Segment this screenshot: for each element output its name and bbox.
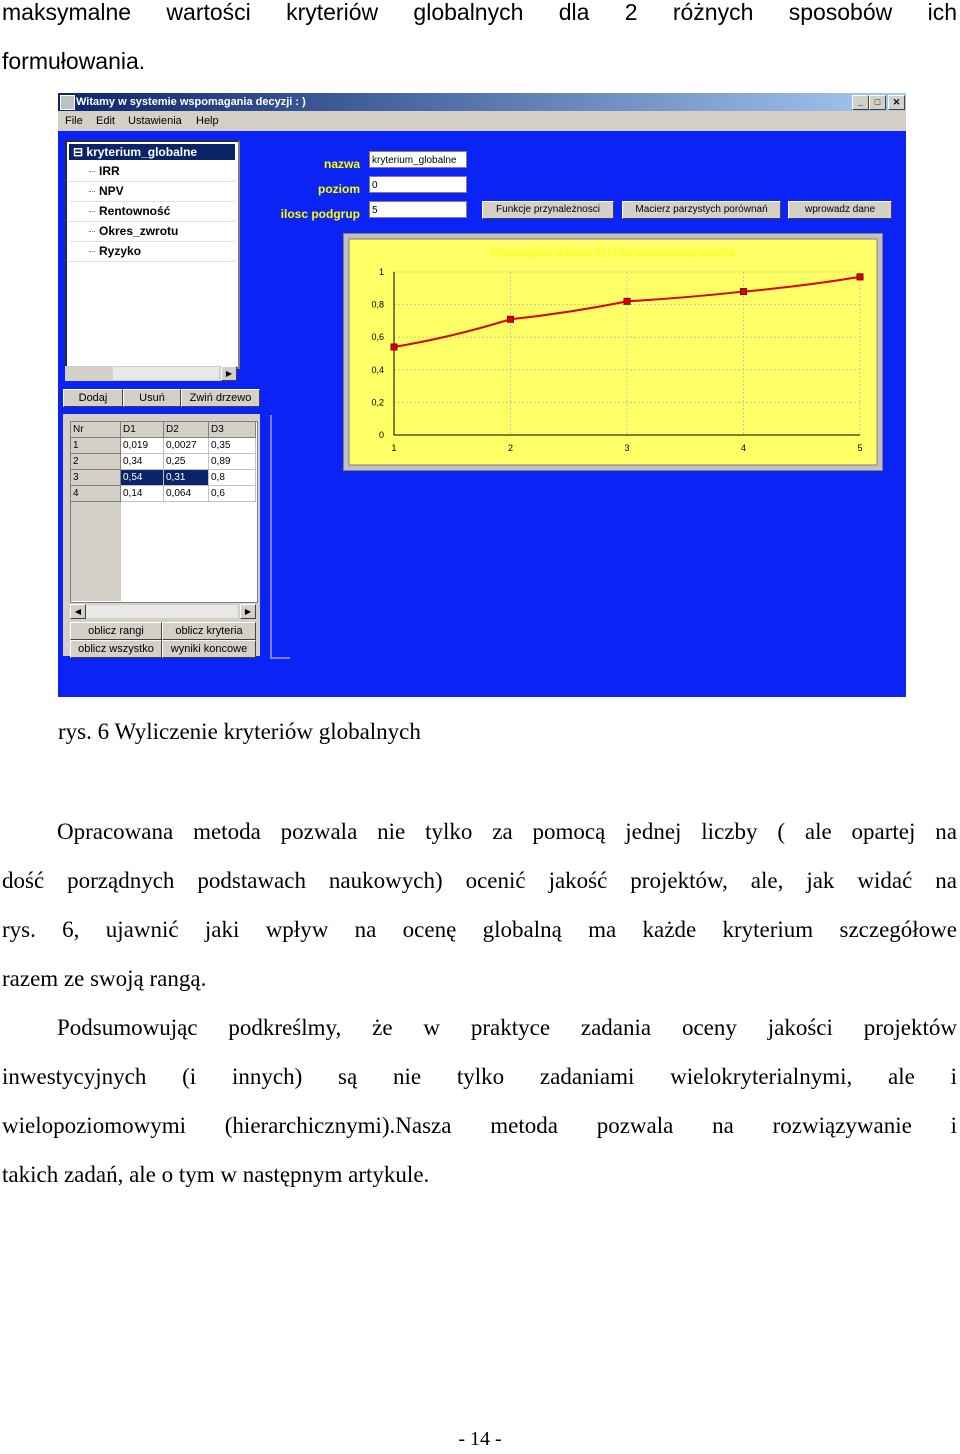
scroll-thumb[interactable] (86, 605, 238, 618)
data-point (741, 289, 747, 295)
data-grid-panel (63, 414, 260, 656)
oblicz-wszystko-button[interactable]: oblicz wszystko (70, 640, 162, 658)
intro-word: wartości (166, 0, 251, 25)
tree-item-irr[interactable]: IRR (99, 164, 120, 178)
para1-line: dość porządnych podstawach naukowych) ocenić jakość projektów, ale, jak widać na (2, 868, 957, 893)
poziom-field[interactable]: 0 (369, 176, 467, 193)
para1-line: razem ze swoją rangą. (2, 966, 207, 991)
usun-button[interactable]: Usuń (123, 389, 181, 407)
menu-file[interactable]: File (65, 115, 83, 127)
intro-word: 2 (624, 0, 638, 25)
data-point (391, 344, 397, 350)
grid-header-d1: D1 (121, 422, 164, 438)
tree-root-label: kryterium_globalne (86, 145, 198, 159)
grid-cell-selected[interactable]: 0,31 (164, 470, 209, 486)
grid-header-nr: Nr (71, 422, 121, 438)
poziom-label: poziom (318, 182, 360, 196)
grid-cell[interactable]: 0,064 (164, 486, 209, 502)
nazwa-label: nazwa (323, 157, 360, 171)
scroll-right-icon[interactable]: ▶ (240, 604, 256, 619)
data-point (508, 316, 514, 322)
intro-word: dla (558, 0, 590, 25)
chart-plot-background (349, 239, 877, 465)
oblicz-rangi-button[interactable]: oblicz rangi (70, 622, 162, 640)
grid-cell: 3 (71, 470, 121, 486)
close-button[interactable]: ✕ (888, 95, 905, 110)
grid-cell: 1 (71, 438, 121, 454)
grid-cell: 2 (71, 454, 121, 470)
x-tick-label: 1 (391, 443, 397, 453)
scroll-left-icon[interactable]: ◀ (70, 604, 86, 619)
oblicz-kryteria-button[interactable]: oblicz kryteria (162, 622, 256, 640)
window-title: Witamy w systemie wspomagania decyzji : ) (76, 96, 306, 108)
tree-root-expand-icon[interactable]: ⊟ (73, 145, 84, 159)
grid-cell[interactable]: 0,019 (121, 438, 164, 454)
para2-line: Podsumowując podkreślmy, że w praktyce zadania oceny jakości projektów (57, 1015, 957, 1040)
y-tick-label: 0,6 (371, 332, 384, 343)
page-number: - 14 - (458, 1428, 502, 1450)
menu-help[interactable]: Help (196, 115, 219, 127)
intro-word: różnych (672, 0, 754, 25)
chart-title: Poszczególne wartości f(x)*l dla wyróżnionego projektu (490, 248, 736, 259)
x-tick-label: 5 (857, 443, 863, 453)
grid-cell[interactable]: 0,0027 (164, 438, 209, 454)
grid-header-d3: D3 (209, 422, 256, 438)
scroll-thumb[interactable] (113, 367, 219, 380)
tree-root-item[interactable] (69, 144, 235, 160)
y-tick-label: 0 (378, 430, 384, 440)
data-point (624, 298, 630, 304)
y-tick-label: 0,8 (371, 299, 384, 310)
chart-panel (343, 233, 883, 471)
menu-edit[interactable]: Edit (96, 115, 115, 127)
tree-item-npv[interactable]: NPV (99, 184, 124, 198)
y-tick-label: 0,2 (371, 397, 384, 408)
tree-item-ryzyko[interactable]: Ryzyko (99, 244, 142, 258)
minimize-button[interactable]: _ (852, 95, 869, 110)
side-panel (270, 415, 290, 659)
grid-cell[interactable]: 0,8 (209, 470, 256, 486)
menu-ustawienia[interactable]: Ustawienia (128, 115, 182, 127)
grid-header-d2: D2 (164, 422, 209, 438)
grid-cell-selected[interactable]: 0,54 (121, 470, 164, 486)
data-grid[interactable] (70, 421, 258, 603)
wyniki-koncowe-button[interactable]: wyniki koncowe (162, 640, 256, 658)
scroll-right-icon[interactable]: ▶ (221, 366, 237, 381)
para2-line: wielopoziomowymi (hierarchicznymi).Nasza metoda pozwala na rozwiązywanie i (2, 1113, 957, 1138)
tree-item-okres-zwrotu[interactable]: Okres_zwrotu (99, 224, 179, 238)
nazwa-field[interactable]: kryterium_globalne (369, 151, 467, 168)
macierz-porownan-button[interactable]: Macierz parzystych porównań (622, 201, 781, 219)
paragraph-intro (2, 0, 957, 86)
x-tick-label: 3 (624, 443, 630, 453)
y-tick-label: 1 (378, 267, 384, 277)
intro-word: ich (927, 0, 957, 25)
para1-line: rys. 6, ujawnić jaki wpływ na ocenę globalną ma każde kryterium szczegółowe (2, 917, 957, 942)
line-chart (344, 234, 882, 470)
grid-cell[interactable]: 0,35 (209, 438, 256, 454)
grid-horizontal-scrollbar[interactable] (70, 604, 256, 619)
figure-caption: rys. 6 Wyliczenie kryteriów globalnych (58, 719, 421, 744)
zwin-drzewo-button[interactable]: Zwiń drzewo (181, 389, 260, 407)
app-window (58, 93, 906, 697)
data-point (857, 274, 863, 280)
app-icon (60, 95, 75, 110)
criteria-tree[interactable] (65, 140, 240, 369)
paragraph-2 (2, 1003, 957, 1199)
grid-cell[interactable]: 0,34 (121, 454, 164, 470)
intro-word: sposobów (788, 0, 893, 25)
window-titlebar (58, 93, 906, 111)
para2-line: inwestycyjnych (i innych) są nie tylko zadaniami wielokryterialnymi, ale i (2, 1064, 957, 1089)
x-tick-label: 2 (507, 443, 514, 453)
y-tick-label: 0,4 (371, 364, 384, 375)
menu-bar (58, 111, 906, 131)
ilosc-podgrup-field[interactable]: 5 (369, 201, 467, 218)
maximize-button[interactable]: □ (869, 95, 886, 110)
tree-horizontal-scrollbar[interactable] (65, 366, 236, 381)
dodaj-button[interactable]: Dodaj (63, 389, 123, 407)
intro-line-1 (2, 0, 957, 37)
grid-cell[interactable]: 0,25 (164, 454, 209, 470)
grid-cell[interactable]: 0,89 (209, 454, 256, 470)
funkcje-przynaleznosci-button[interactable]: Funkcje przynależnosci (482, 201, 614, 219)
wprowadz-dane-button[interactable]: wprowadz dane (788, 201, 892, 219)
intro-word: globalnych (413, 0, 524, 25)
intro-line-2: formułowania. (2, 48, 146, 74)
para1-line: Opracowana metoda pozwala nie tylko za pomocą jednej liczby ( ale opartej na (57, 819, 957, 844)
grid-cell: 4 (71, 486, 121, 502)
grid-cell[interactable]: 0,6 (209, 486, 256, 502)
tree-item-rentownosc[interactable]: Rentowność (99, 204, 171, 218)
intro-word: kryteriów (286, 0, 379, 25)
x-tick-label: 4 (740, 443, 747, 453)
ilosc-podgrup-label: ilosc podgrup (280, 207, 360, 221)
intro-word: maksymalne (2, 0, 132, 25)
tree-button-bar (63, 389, 260, 407)
grid-cell[interactable]: 0,14 (121, 486, 164, 502)
para2-line: takich zadań, ale o tym w następnym artykule. (2, 1162, 430, 1187)
paragraph-1 (2, 807, 957, 1003)
